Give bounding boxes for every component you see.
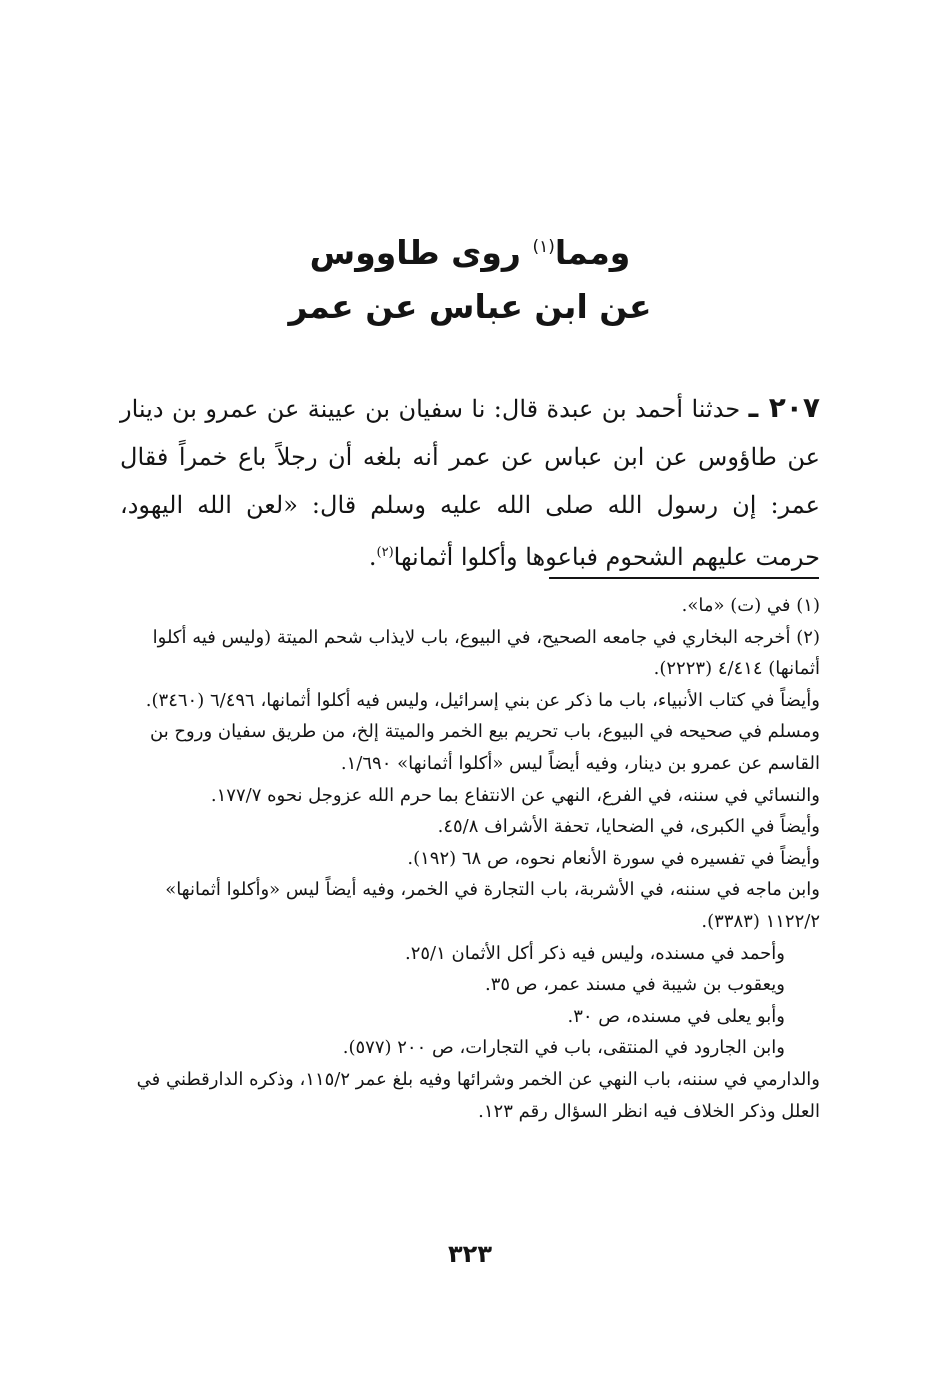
footnotes	[128, 590, 820, 1127]
footnote-2-cont: وأيضاً في كتاب الأنبياء، باب ما ذكر عن بني إسرائيل، وليس فيه أكلوا أثمانها، ٦/٤٩٦ (٣٤٦٠).	[145, 689, 820, 711]
footnote-divider	[549, 577, 819, 579]
chapter-heading-line2: عن ابن عباس عن عمر	[288, 287, 652, 326]
footnote-2-cont: وابن الجارود في المنتقى، باب في التجارات، ص ٢٠٠ (٥٧٧).	[342, 1037, 785, 1059]
footnote-2: (٢) أخرجه البخاري في جامعه الصحيح، في البيوع، باب لايذاب شحم الميتة (وليس فيه أكلوا أثمانها) ٤/٤١٤ (٢٢٢٣).	[152, 626, 820, 680]
chapter-heading-line1: ومما$^{(١)}$ روى طاووس	[309, 233, 631, 272]
footnote-2-cont: وابن ماجه في سننه، في الأشربة، باب التجارة في الخمر، وفيه أيضاً ليس «وأكلوا أثمانها» ١١٢٢/٢ (٣٣٨٣).	[165, 879, 820, 932]
footnote-2-cont: ويعقوب بن شيبة في مسند عمر، ص ٣٥.	[484, 974, 785, 996]
hadith-footnote-ref: (٢)	[376, 545, 394, 560]
footnote-2-cont: وأيضاً في الكبرى، في الضحايا، تحفة الأشراف ٤٥/٨.	[437, 816, 820, 838]
footnote-2-cont: ومسلم في صحيحه في البيوع، باب تحريم بيع الخمر والميتة إلخ، من طريق سفيان وروح بن القاسم عن عمرو بن دينار، وفيه أيضاً ليس «أكلوا أثمانها» ١/٦٩٠.	[150, 721, 820, 774]
hadith-number: ٢٠٧ ـ	[748, 391, 820, 424]
hadith-body: حدثنا أحمد بن عبدة قال: نا سفيان بن عيينة عن عمرو بن دينار عن طاؤوس عن ابن عباس عن عمر أنه بلغه أن رجلاً باع خمراً فقال عمر: إن رسول الله صلى الله عليه وسلم قال: «لعن الله اليهود، حرمت عليهم الشحوم فباعوها وأكلوا أثمانها	[120, 395, 820, 571]
heading-footnote-ref: (١)	[532, 237, 555, 257]
hadith-text: ٢٠٧ ـ حدثنا أحمد بن عبدة قال: نا سفيان بن عيينة عن عمرو بن دينار عن طاؤوس عن ابن عباس عن عمر أنه بلغه أن رجلاً باع خمراً فقال عمر: إن رسول الله صلى الله عليه وسلم قال: «لعن الله اليهود، حرمت عليهم الشحوم فباعوها وأكلوا أثمانها$^{(٢)}$.	[120, 391, 820, 571]
page-number: ٣٢٣	[448, 1240, 492, 1268]
footnote-2-cont: وأحمد في مسنده، وليس فيه ذكر أكل الأثمان ٢٥/١.	[404, 942, 785, 964]
footnote-2-cont: والنسائي في سننه، في الفرع، النهي عن الانتفاع بما حرم الله عزوجل نحوه ١٧٧/٧.	[210, 784, 820, 806]
footnote-2-cont: وأيضاً في تفسيره في سورة الأنعام نحوه، ص ٦٨ (١٩٢).	[407, 847, 820, 869]
footnote-2-cont: وأبو يعلى في مسنده، ص ٣٠.	[567, 1005, 785, 1027]
footnote-2-cont: والدارمي في سننه، باب النهي عن الخمر وشرائها وفيه بلغ عمر ١١٥/٢، وذكره الدارقطني في العلل وذكر الخلاف فيه انظر السؤال رقم ١٢٣.	[136, 1068, 820, 1122]
footnote-1: (١) في (ت) «ما».	[681, 595, 820, 616]
